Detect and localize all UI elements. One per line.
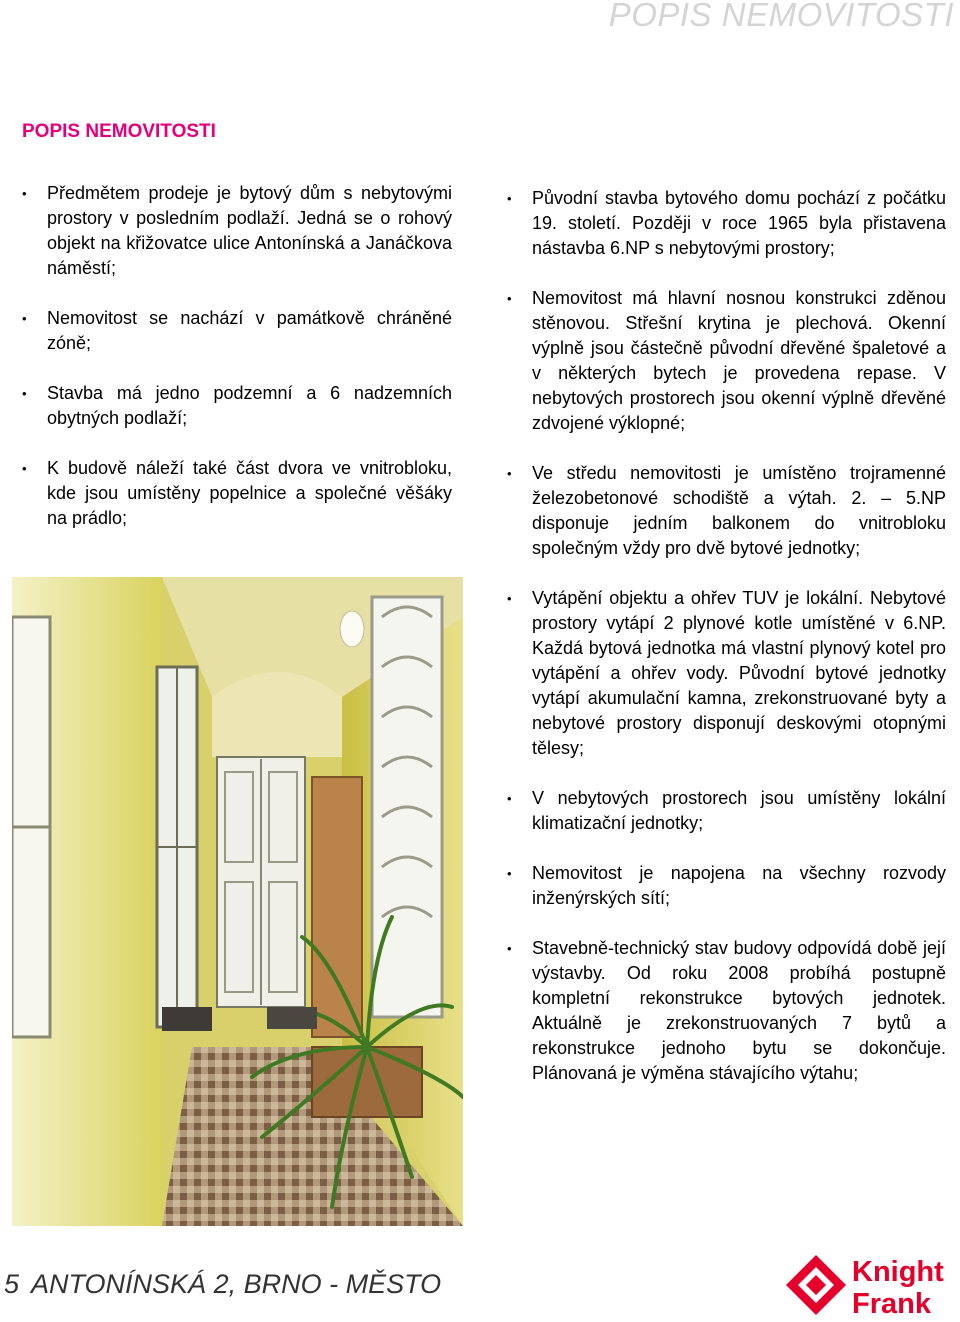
list-item: • Nemovitost je napojena na všechny rozvody inženýrských sítí;: [506, 861, 946, 911]
list-item: • Stavebně-technický stav budovy odpovídá době její výstavby. Od roku 2008 probíhá postupně kompletní rekonstrukce bytových jednotek. Aktuálně je zrekonstruovaných 7 bytů a rekonstrukce jednoho bytu se dokončuje. Plánovaná je výměna stávajícího výtahu;: [506, 936, 946, 1086]
knight-frank-logo: [784, 1253, 956, 1317]
logo-word-knight: Knight: [852, 1256, 944, 1288]
list-item: • V nebytových prostorech jsou umístěny lokální klimatizační jednotky;: [506, 786, 946, 836]
logo-word-frank: Frank: [852, 1288, 931, 1317]
list-item: • Vytápění objektu a ohřev TUV je lokální. Nebytové prostory vytápí 2 plynové kotle umístěné v 6.NP. Každá bytová jednotka má vlastní plynový kotel pro vytápění a ohřev vody. Původní bytové jednotky vytápí akumulační kamna, zrekonstruované byty a nebytové prostory disponují deskovými otopnými tělesy;: [506, 586, 946, 761]
page-footer: [4, 1269, 441, 1300]
hallway-photo: [12, 577, 463, 1226]
list-item: • Původní stavba bytového domu pochází z počátku 19. století. Později v roce 1965 byla přistavena nástavba 6.NP s nebytovými prostory;: [506, 186, 946, 261]
page-number: 5: [4, 1269, 20, 1299]
logo-mark: [784, 1253, 956, 1317]
left-bullet-list: [21, 181, 452, 556]
list-item: • Předmětem prodeje je bytový dům s nebytovými prostory v posledním podlaží. Jedná se o rohový objekt na křižovatce ulice Antonínská a Janáčkova náměstí;: [21, 181, 452, 281]
list-item: • Stavba má jedno podzemní a 6 nadzemních obytných podlaží;: [21, 381, 452, 431]
list-item: • Nemovitost se nachází v památkově chráněné zóně;: [21, 306, 452, 356]
hallway-photo-image: [12, 577, 463, 1226]
footer-address: ANTONÍNSKÁ 2, BRNO - MĚSTO: [31, 1269, 442, 1299]
list-item: • K budově náleží také část dvora ve vnitrobloku, kde jsou umístěny popelnice a společné věšáky na prádlo;: [21, 456, 452, 531]
section-title: POPIS NEMOVITOSTI: [22, 121, 216, 142]
header-title: POPIS NEMOVITOSTI: [608, 0, 954, 33]
list-item: • Nemovitost má hlavní nosnou konstrukci zděnou stěnovou. Střešní krytina je plechová. Okenní výplně jsou částečně původní dřevěné špaletové a v některých bytech je provedena repase. V nebytových prostorech jsou okenní výplně dřevěné zdvojené výklopné;: [506, 286, 946, 436]
right-bullet-list: [506, 186, 946, 1111]
list-item: • Ve středu nemovitosti je umístěno trojramenné železobetonové schodiště a výtah. 2. – 5.NP disponuje jedním balkonem do vnitrobloku společným vždy pro dvě bytové jednotky;: [506, 461, 946, 561]
